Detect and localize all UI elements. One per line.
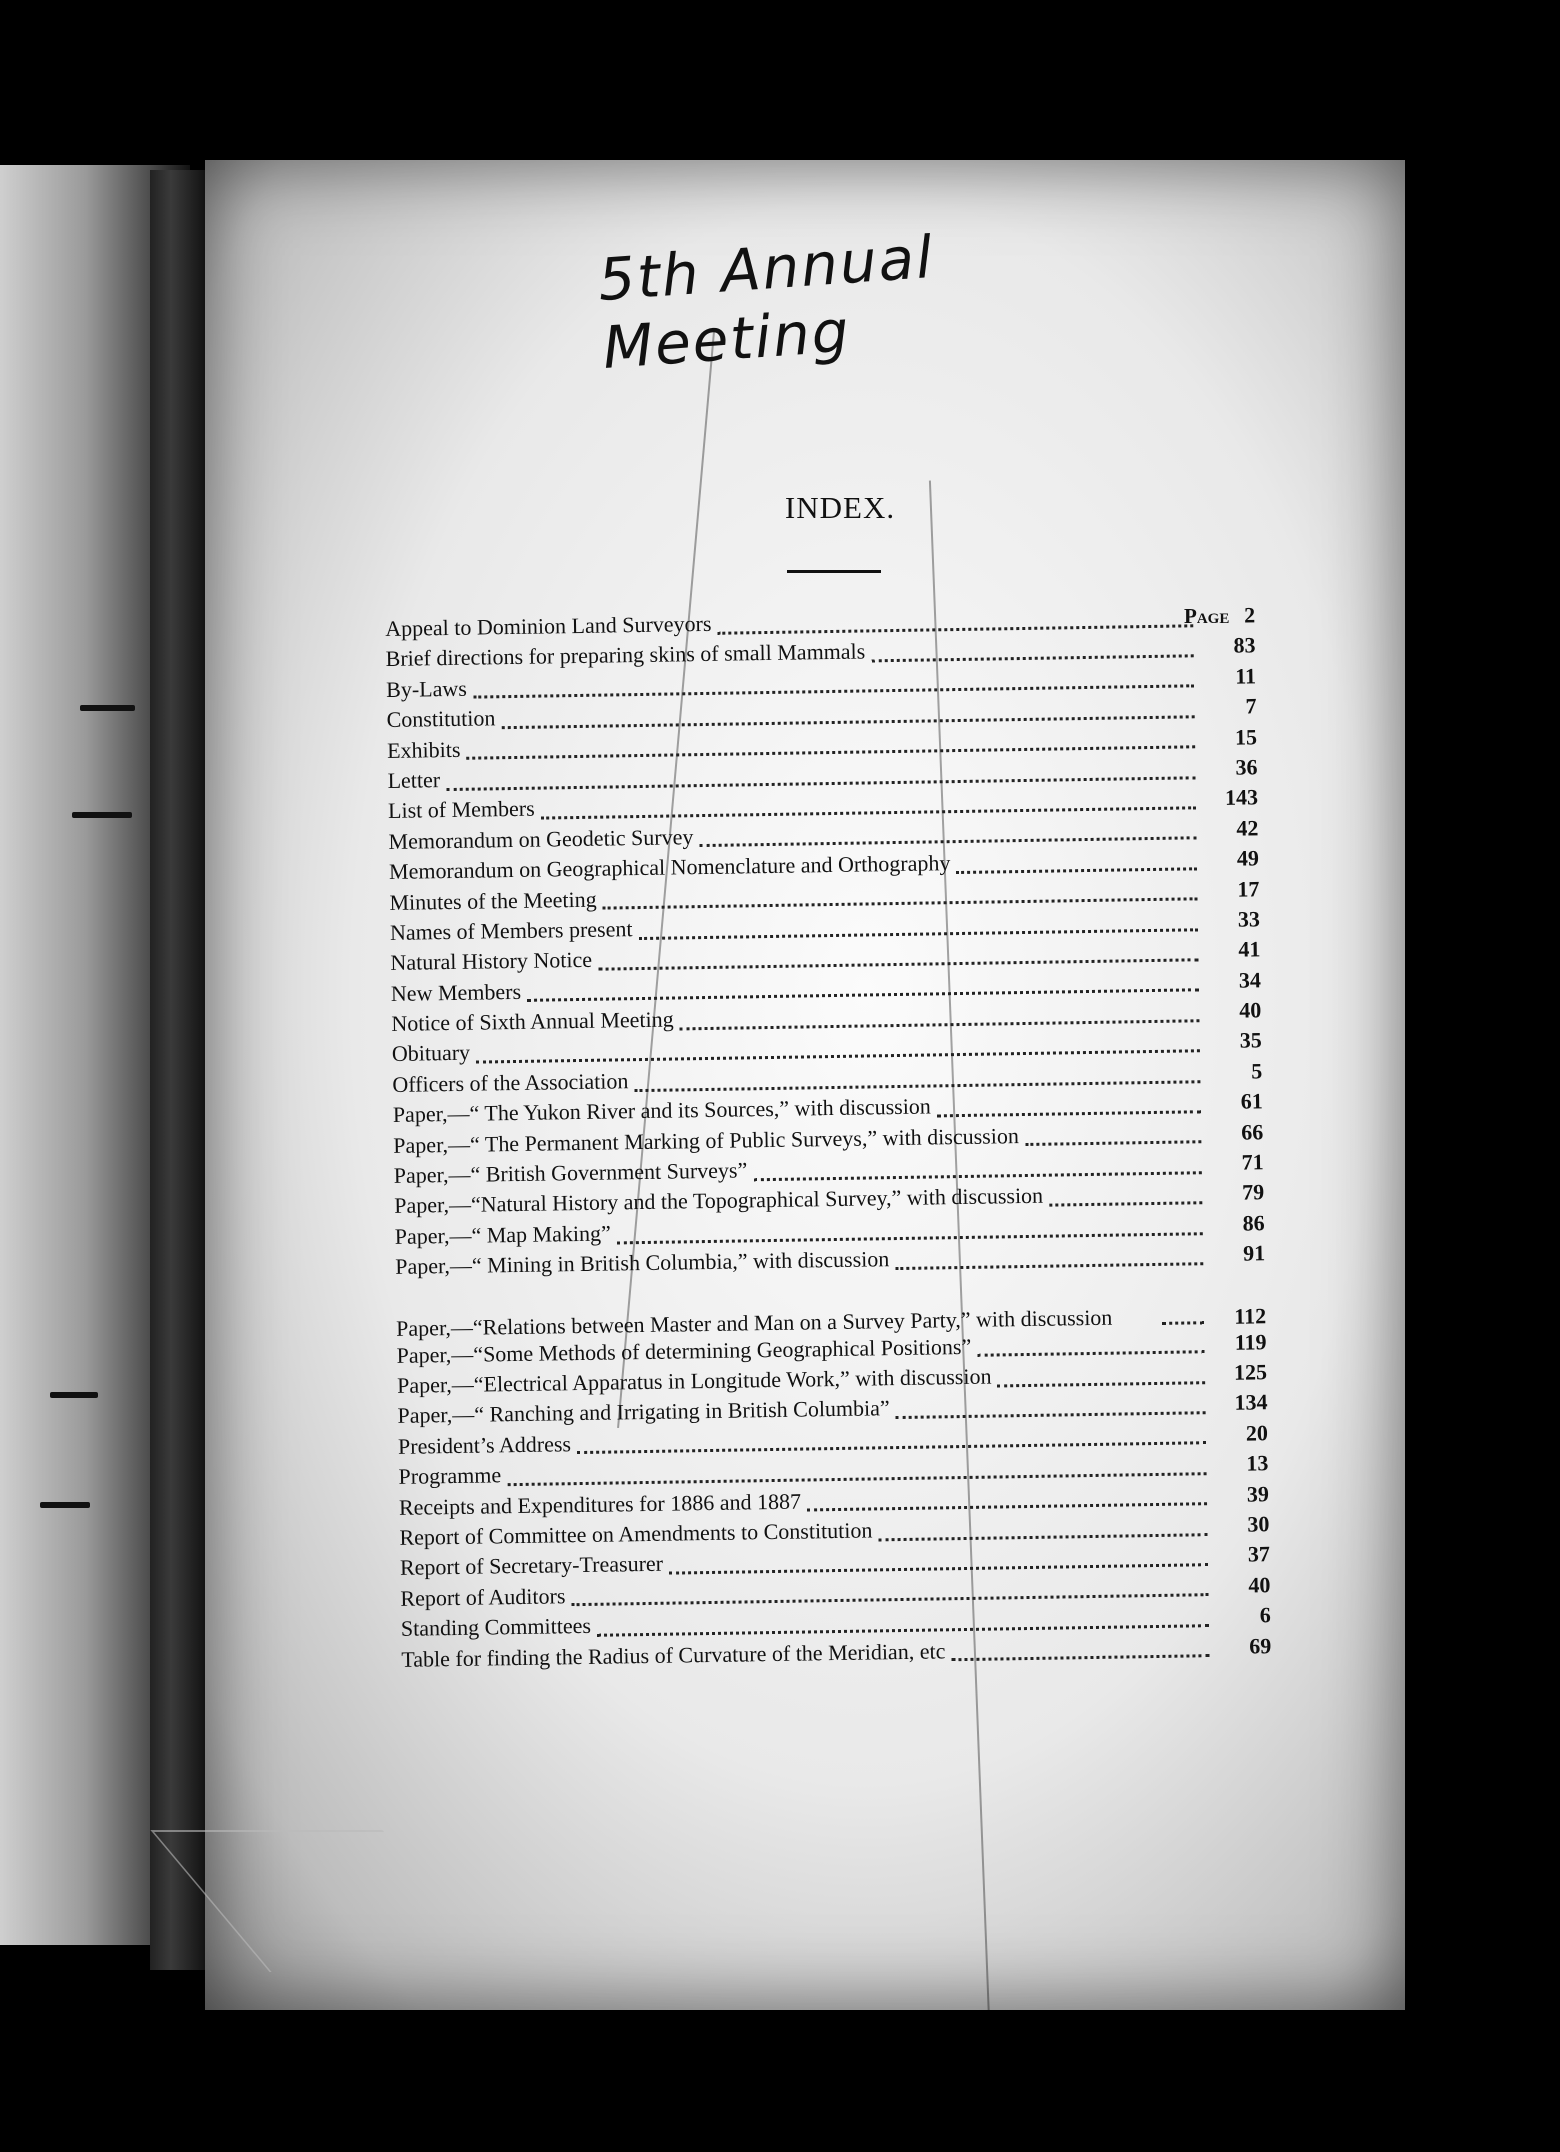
entry-page-number: 5 (1251, 1058, 1263, 1084)
entry-label: Paper,—“ British Government Surveys” (393, 1157, 748, 1188)
entry-label: Paper,—“ The Permanent Marking of Public Surveys,” with discussion (393, 1122, 1020, 1158)
dot-leader (951, 1648, 1209, 1661)
dot-leader (998, 1375, 1206, 1387)
entry-label: Constitution (386, 705, 496, 733)
entry-page-number: 2 (1243, 602, 1256, 628)
dot-leader (717, 618, 1193, 634)
dot-leader (956, 861, 1197, 874)
dot-leader (878, 1527, 1207, 1541)
entry-label: Obituary (391, 1040, 471, 1067)
entry-page-number: 66 (1241, 1118, 1264, 1145)
index-list (385, 602, 1272, 1676)
entry-page-number: 79 (1241, 1179, 1265, 1206)
entry-label: Names of Members present (389, 916, 633, 945)
dot-leader (871, 648, 1193, 662)
dot-leader (1162, 1315, 1204, 1325)
entry-label: Exhibits (386, 736, 461, 763)
entry-page-number: 91 (1242, 1240, 1266, 1266)
entry-page-number: 13 (1246, 1450, 1269, 1476)
entry-page-number: 30 (1247, 1511, 1270, 1537)
title-rule (787, 570, 881, 573)
entry-label: Appeal to Dominion Land Surveyors (385, 610, 712, 641)
entry-page-number: 36 (1235, 754, 1258, 780)
dot-leader (669, 1557, 1208, 1574)
entry-page-number: 69 (1249, 1632, 1272, 1659)
entry-page-number: 6 (1259, 1602, 1271, 1628)
entry-page-number: 15 (1234, 723, 1258, 750)
entry-label: Table for finding the Radius of Curvature of the Meridian, etc (401, 1637, 946, 1672)
dot-leader (937, 1104, 1201, 1117)
margin-mark (50, 1392, 98, 1398)
entry-page-number: 39 (1246, 1480, 1270, 1507)
entry-label: Notice of Sixth Annual Meeting (391, 1006, 674, 1037)
page-column-heading: Page (1184, 604, 1230, 628)
entry-label: Paper,—“ The Yukon River and its Sources,” with discussion (392, 1093, 932, 1128)
entry-label: By-Laws (385, 675, 467, 702)
dot-leader (807, 1496, 1207, 1511)
dot-leader (577, 1436, 1206, 1455)
entry-label: Paper,—“ Map Making” (394, 1220, 611, 1249)
dot-leader (895, 1256, 1203, 1270)
dot-leader (1049, 1195, 1202, 1206)
entry-page-number: 11 (1235, 663, 1257, 689)
entry-page-number: 7 (1245, 693, 1257, 719)
entry-label: Memorandum on Geographical Nomenclature and Orthography (388, 850, 951, 885)
entry-label: Programme (398, 1462, 502, 1490)
entry-label: Minutes of the Meeting (389, 886, 597, 915)
dot-leader (753, 1165, 1202, 1181)
entry-page-number: 34 (1238, 966, 1262, 993)
entry-page-number: 119 (1234, 1328, 1267, 1355)
entry-page-number: 35 (1239, 1027, 1262, 1054)
dot-leader (896, 1405, 1206, 1419)
dot-leader (597, 1618, 1209, 1637)
entry-label: Paper,—“Relations between Master and Man on a Survey Party,” with discussion (395, 1304, 1113, 1341)
dot-leader (598, 952, 1198, 970)
entry-page-number: 71 (1241, 1149, 1264, 1175)
entry-page-number: 41 (1238, 936, 1261, 962)
dot-leader (639, 922, 1199, 940)
entry-label: Natural History Notice (390, 947, 593, 976)
entry-page-number: 33 (1237, 906, 1261, 932)
entry-page-number: 49 (1236, 845, 1260, 871)
entry-label: Report of Secretary-Treasurer (399, 1551, 664, 1581)
entry-label: Receipts and Expenditures for 1886 and 1887 (398, 1488, 802, 1520)
entry-label: Paper,—“Natural History and the Topographical Survey,” with discussion (394, 1183, 1044, 1219)
entry-label: Memorandum on Geodetic Survey (388, 823, 694, 854)
entry-label: Paper,—“Some Methods of determining Geographical Positions” (396, 1333, 972, 1368)
margin-mark (80, 705, 135, 711)
entry-page-number: 20 (1245, 1419, 1269, 1446)
entry-label: Report of Auditors (400, 1583, 566, 1611)
page-title: INDEX. (784, 490, 896, 525)
entry-page-number: 112 (1234, 1302, 1267, 1329)
entry-label: Officers of the Association (392, 1068, 629, 1097)
entry-label: New Members (390, 978, 522, 1006)
dot-leader (1025, 1135, 1201, 1147)
dot-leader (680, 1013, 1200, 1030)
entry-page-number: 17 (1237, 875, 1260, 902)
dot-leader (977, 1344, 1204, 1357)
entry-label: Letter (387, 767, 441, 793)
entry-page-number: 143 (1224, 784, 1259, 811)
dot-leader (634, 1074, 1200, 1092)
entry-label: President’s Address (397, 1430, 572, 1459)
entry-label: Paper,—“Electrical Apparatus in Longitude Work,” with discussion (396, 1363, 992, 1398)
entry-label: List of Members (387, 796, 535, 824)
dot-leader (617, 1226, 1203, 1244)
entry-label: Brief directions for preparing skins of small Mammals (385, 638, 866, 672)
entry-page-number: 61 (1240, 1088, 1263, 1114)
entry-page-number: 134 (1234, 1389, 1268, 1416)
entry-page-number: 40 (1239, 997, 1262, 1023)
dot-leader (603, 891, 1198, 909)
entry-page-number: 40 (1248, 1571, 1271, 1598)
entry-label: Standing Committees (400, 1613, 592, 1641)
handwritten-note: 5th Annual Meeting (595, 222, 937, 382)
entry-page-number: 42 (1236, 815, 1259, 841)
entry-page-number: 125 (1233, 1359, 1268, 1385)
entry-page-number: 86 (1242, 1210, 1265, 1236)
margin-mark (72, 812, 132, 818)
dot-leader (571, 1588, 1208, 1607)
entry-page-number: 37 (1247, 1541, 1271, 1567)
dot-leader (699, 831, 1196, 848)
margin-mark (40, 1502, 90, 1508)
entry-label: Paper,—“ Mining in British Columbia,” with discussion (395, 1246, 890, 1280)
entry-label: Report of Committee on Amendments to Constitution (399, 1517, 873, 1550)
entry-page-number: 83 (1233, 632, 1256, 659)
entry-label: Paper,—“ Ranching and Irrigating in British Columbia” (397, 1395, 890, 1429)
